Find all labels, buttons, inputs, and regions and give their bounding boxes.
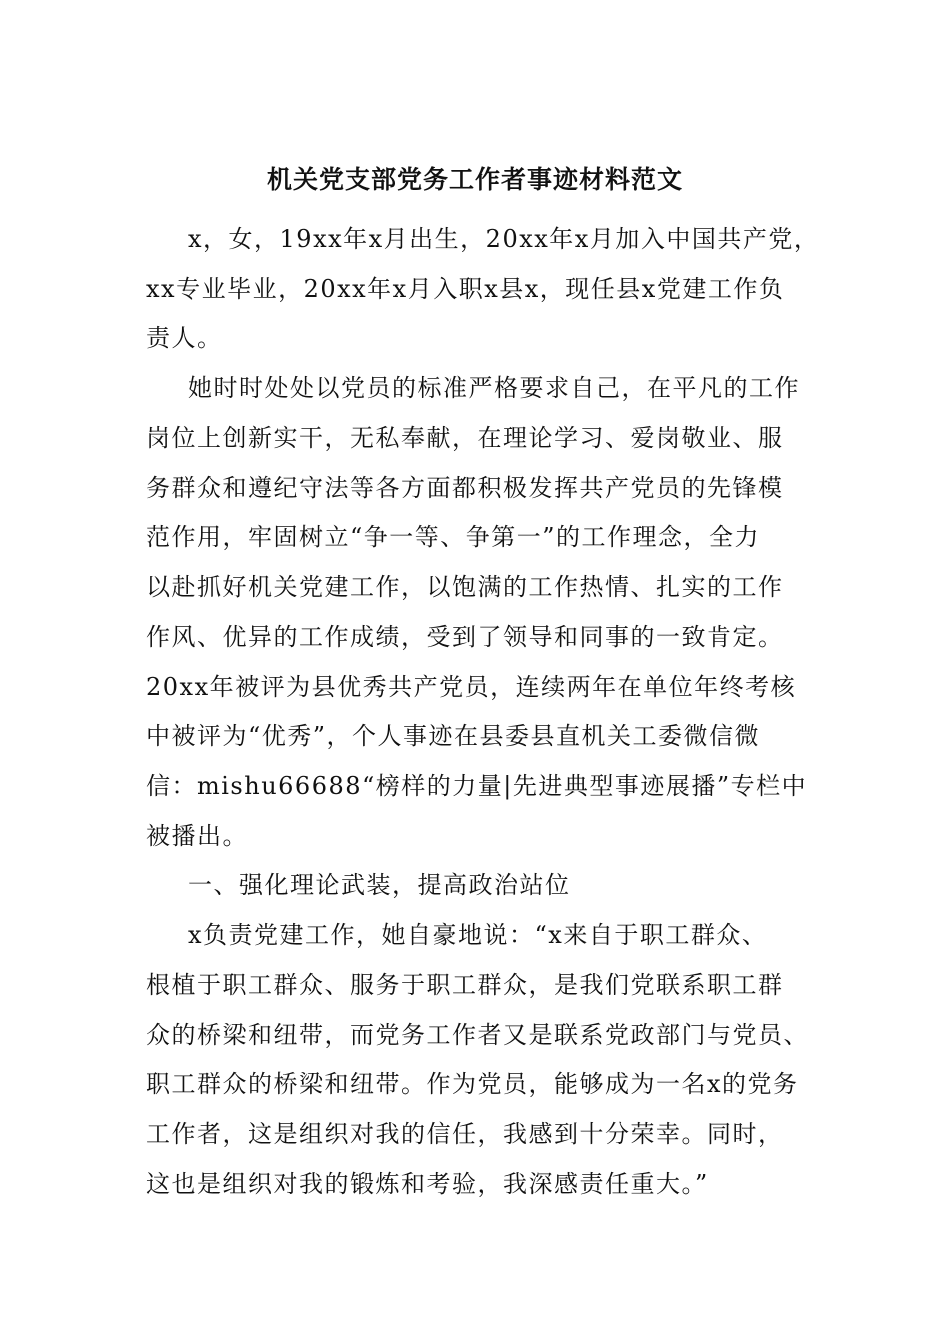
text-line: 信：mishu66688“榜样的力量|先进典型事迹展播”专栏中 [146,772,808,800]
text-line: 20xx年被评为县优秀共产党员，连续两年在单位年终考核 [146,673,797,701]
text-line: 被播出。 [146,822,248,850]
text-line: 范作用，牢固树立“争一等、争第一”的工作理念，全力 [146,523,761,551]
text-line: 这也是组织对我的锻炼和考验，我深感责任重大。” [146,1170,709,1198]
text-line: 中被评为“优秀”，个人事迹在县委县直机关工委微信微 [146,722,761,750]
text-line: 根植于职工群众、服务于职工群众，是我们党联系职工群 [146,971,784,999]
text-line: 她时时处处以党员的标准严格要求自己，在平凡的工作 [188,374,800,402]
text-line: 责人。 [146,324,223,352]
text-line: 工作者，这是组织对我的信任，我感到十分荣幸。同时， [146,1120,784,1148]
document-title: 机关党支部党务工作者事迹材料范文 [266,165,683,194]
text-line: 作风、优异的工作成绩，受到了领导和同事的一致肯定。 [146,623,784,651]
text-line: xx专业毕业，20xx年x月入职x县x，现任县x党建工作负 [146,275,785,303]
text-line: x，女，19xx年x月出生，20xx年x月加入中国共产党， [188,225,820,253]
text-line: 岗位上创新实干，无私奉献，在理论学习、爱岗敬业、服 [146,424,784,452]
text-line: 众的桥梁和纽带，而党务工作者又是联系党政部门与党员、 [146,1021,809,1049]
text-line: 务群众和遵纪守法等各方面都积极发挥共产党员的先锋模 [146,474,784,502]
text-line: x负责党建工作，她自豪地说：“x来自于职工群众、 [188,921,768,949]
section-heading: 一、强化理论武装，提高政治站位 [188,871,571,899]
text-line: 职工群众的桥梁和纽带。作为党员，能够成为一名x的党务 [146,1070,799,1098]
text-line: 以赴抓好机关党建工作，以饱满的工作热情、扎实的工作 [146,573,784,601]
